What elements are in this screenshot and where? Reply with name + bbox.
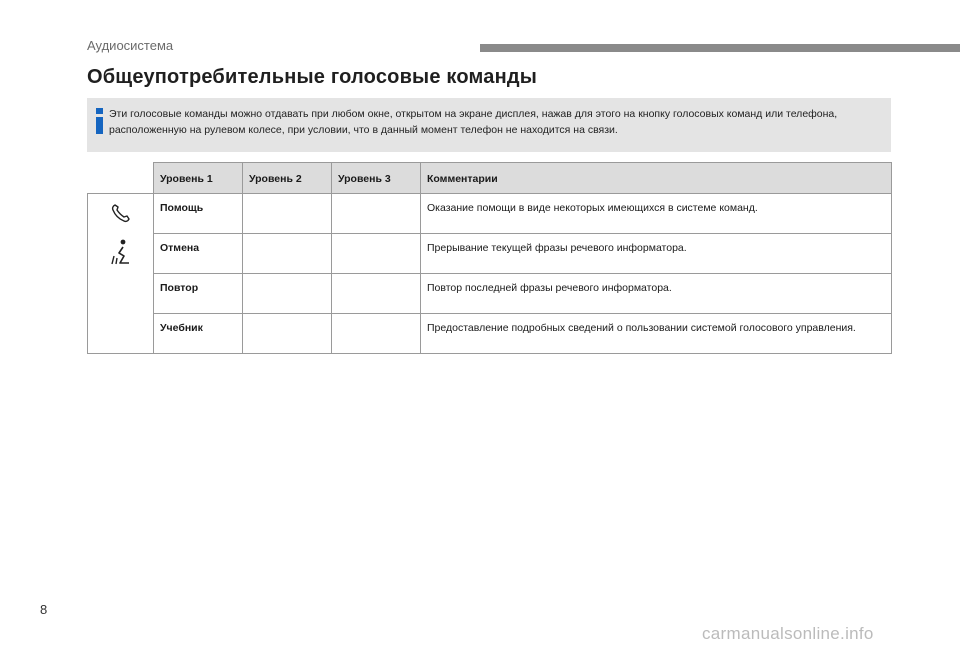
page-title: Общеупотребительные голосовые команды [87, 66, 538, 88]
section-label: Аудиосистема [87, 38, 174, 53]
page-number: 8 [40, 602, 48, 617]
header-bar [480, 44, 960, 52]
column-header-level2: Уровень 2 [243, 163, 332, 194]
command-comment: Повтор последней фразы речевого информатора. [421, 274, 892, 314]
command-level1: Повтор [154, 274, 243, 314]
header-blank-cell [88, 163, 154, 194]
command-level2 [243, 234, 332, 274]
info-text: Эти голосовые команды можно отдавать при любом окне, открытом на экране дисплея, нажав для этого на кнопку голосовых команд или телефона, расположенную на рулевом колесе, при условии, что в данный момент телефон не находится на связи. [109, 108, 838, 136]
commands-table [87, 162, 892, 354]
icon-cell [88, 194, 154, 354]
command-comment: Оказание помощи в виде некоторых имеющихся в системе команд. [421, 194, 892, 234]
info-box [87, 98, 891, 152]
column-header-level3: Уровень 3 [332, 163, 421, 194]
table-row [88, 274, 892, 314]
table-row [88, 234, 892, 274]
watermark: carmanualsonline.info [702, 624, 874, 643]
command-comment: Предоставление подробных сведений о пользовании системой голосового управления. [421, 314, 892, 354]
command-level3 [332, 194, 421, 234]
info-icon [95, 108, 105, 134]
table-row [88, 314, 892, 354]
command-level1: Учебник [154, 314, 243, 354]
column-header-comment: Комментарии [421, 163, 892, 194]
command-level2 [243, 274, 332, 314]
command-level3 [332, 234, 421, 274]
phone-icon [110, 202, 132, 224]
command-level1: Помощь [154, 194, 243, 234]
command-level2 [243, 314, 332, 354]
command-level1: Отмена [154, 234, 243, 274]
command-comment: Прерывание текущей фразы речевого информатора. [421, 234, 892, 274]
table-row [88, 194, 892, 234]
command-level2 [243, 194, 332, 234]
table-header-row [88, 163, 892, 194]
column-header-level1: Уровень 1 [154, 163, 243, 194]
voice-command-icon [109, 238, 133, 268]
command-level3 [332, 274, 421, 314]
command-level3 [332, 314, 421, 354]
